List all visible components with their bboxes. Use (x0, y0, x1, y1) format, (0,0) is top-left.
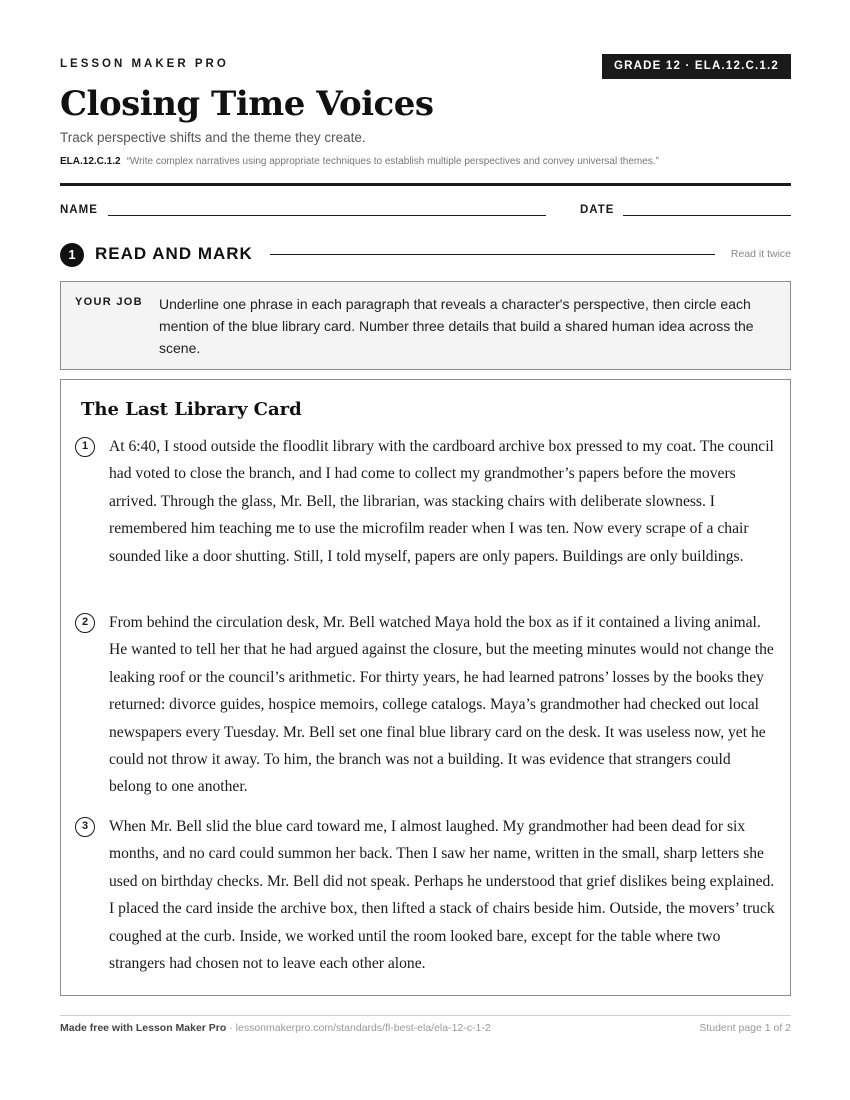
footer-url[interactable]: · lessonmakerpro.com/standards/fl-best-ela/ela-12-c-1-2 (226, 1022, 491, 1034)
header-divider (60, 183, 791, 186)
brand-name: LESSON MAKER PRO (60, 58, 229, 70)
footer-divider (60, 1015, 791, 1016)
name-field[interactable] (108, 215, 546, 216)
section-number-badge: 1 (60, 243, 84, 267)
section-title: READ AND MARK (95, 244, 253, 263)
date-label: DATE (580, 204, 615, 216)
paragraph-number-2: 2 (75, 613, 95, 633)
paragraph-text-1[interactable]: At 6:40, I stood outside the floodlit library with the cardboard archive box pressed to my coat. The council had voted to close the branch, and I had come to collect my grandmother’s papers before the movers arrived. Through the glass, Mr. Bell, the librarian, was stacking chairs with deliberate slowness. I remembered him teaching me to use the microfilm reader when I was ten. Now every scrape of a chair sounded like a door shutting. Still, I told myself, papers are only papers. Buildings are only buildings. (109, 438, 774, 565)
page-title: Closing Time Voices (60, 84, 434, 124)
paragraph-text-3[interactable]: When Mr. Bell slid the blue card toward me, I almost laughed. My grandmother had been dead for six months, and no card could summon her back. Then I saw her name, written in the small, sharp letters she used on birthday checks. Mr. Bell did not speak. Perhaps he understood that grief dislikes being explained. I placed the card inside the archive box, then lifted a stack of chairs beside him. Outside, the movers’ truck coughed at the curb. Inside, we worked until the room looked bare, except for the table where two strangers had chosen not to leave each other alone. (109, 818, 775, 973)
paragraph-text-2[interactable]: From behind the circulation desk, Mr. Bell watched Maya hold the box as if it contained a living animal. He wanted to tell her that he had argued against the closure, but the meeting minutes would not change the leaking roof or the council’s arithmetic. For thirty years, he had learned patrons’ losses by the books they returned: divorce guides, hospice memoirs, college catalogs. Maya’s grandmother had checked out local newspapers every Tuesday. Mr. Bell set one final blue library card on the desk. It was useless now, yet he could not throw it away. To him, the branch was not a building. It was evidence that strangers could belong to one another. (109, 614, 774, 796)
footer-credit (60, 1022, 491, 1034)
instructions-text: Underline one phrase in each paragraph that reveals a character's perspective, then circle each mention of the blue library card. Number three details that build a shared human idea across the scene. (159, 296, 754, 356)
instructions-label: YOUR JOB (75, 296, 143, 308)
section-divider (270, 254, 715, 255)
section-note: Read it twice (730, 248, 791, 260)
grade-standard-badge: GRADE 12 · ELA.12.C.1.2 (602, 54, 791, 79)
story-passage (60, 379, 791, 996)
page-indicator: Student page 1 of 2 (699, 1022, 791, 1034)
name-label: NAME (60, 204, 98, 216)
paragraph-number-1: 1 (75, 437, 95, 457)
standard-line (60, 156, 659, 167)
footer-made-with: Made free with Lesson Maker Pro (60, 1022, 227, 1034)
instructions-box (60, 281, 791, 370)
standard-code: ELA.12.C.1.2 (60, 156, 121, 167)
standard-text: “Write complex narratives using appropriate techniques to establish multiple perspectives and convey universal themes.” (126, 156, 659, 167)
paragraph-number-3: 3 (75, 817, 95, 837)
date-field[interactable] (623, 215, 791, 216)
page-subtitle: Track perspective shifts and the theme they create. (60, 130, 366, 145)
story-title: The Last Library Card (81, 399, 302, 420)
